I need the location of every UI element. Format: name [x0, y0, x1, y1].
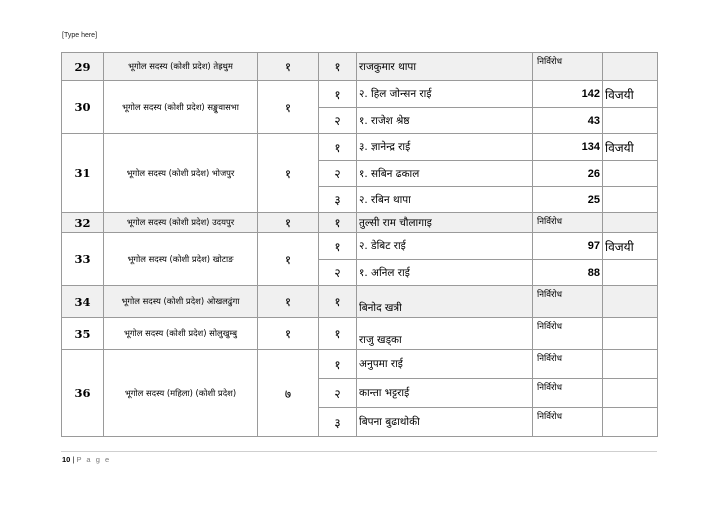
table-row — [62, 134, 658, 161]
post-name: भूगोल सदस्य (कोशी प्रदेश) उदयपुर — [104, 213, 258, 233]
row-number: 29 — [62, 53, 104, 81]
candidate-serial: १ — [319, 81, 357, 108]
candidate-name: बिपना बुढाथोकी — [357, 408, 533, 437]
vote-count: निर्विरोध — [533, 408, 603, 437]
vote-count: निर्विरोध — [533, 53, 603, 81]
winner-label: विजयी — [603, 81, 658, 108]
vote-count: 43 — [533, 108, 603, 134]
winner-label: विजयी — [603, 134, 658, 161]
result-cell — [603, 318, 658, 350]
candidate-serial: १ — [319, 53, 357, 81]
table-row — [62, 81, 658, 108]
seat-count: १ — [258, 233, 319, 286]
seat-count: १ — [258, 81, 319, 134]
candidate-name: तुल्सी राम चौलागाइ — [357, 213, 533, 233]
candidate-serial: २ — [319, 260, 357, 286]
row-number: 31 — [62, 134, 104, 213]
vote-count: 97 — [533, 233, 603, 260]
candidate-name: २. रबिन थापा — [357, 187, 533, 213]
result-cell — [603, 161, 658, 187]
vote-count: 88 — [533, 260, 603, 286]
page-number: 10 — [62, 455, 71, 464]
candidate-serial: १ — [319, 318, 357, 350]
result-cell — [603, 350, 658, 379]
result-cell — [603, 108, 658, 134]
result-cell — [603, 286, 658, 318]
candidate-serial: २ — [319, 379, 357, 408]
post-name: भूगोल सदस्य (कोशी प्रदेश) तेह्रथुम — [104, 53, 258, 81]
vote-count: निर्विरोध — [533, 286, 603, 318]
result-cell — [603, 260, 658, 286]
candidate-serial: २ — [319, 108, 357, 134]
candidate-serial: २ — [319, 161, 357, 187]
header-note: [Type here] — [62, 32, 98, 39]
seat-count: १ — [258, 318, 319, 350]
table-row — [62, 53, 658, 81]
post-name: भूगोल सदस्य (कोशी प्रदेश) भोजपुर — [104, 134, 258, 213]
result-cell — [603, 53, 658, 81]
candidate-serial: १ — [319, 286, 357, 318]
result-cell — [603, 408, 658, 437]
seat-count: १ — [258, 213, 319, 233]
candidate-name: २. डेबिट राई — [357, 233, 533, 260]
candidate-name: ३. ज्ञानेन्द्र राई — [357, 134, 533, 161]
seat-count: १ — [258, 286, 319, 318]
page-footer — [62, 455, 111, 464]
table-row — [62, 213, 658, 233]
post-name: भूगोल सदस्य (कोशी प्रदेश) सङ्खुवासभा — [104, 81, 258, 134]
row-number: 36 — [62, 350, 104, 437]
post-name: भूगोल सदस्य (महिला) (कोशी प्रदेश) — [104, 350, 258, 437]
winner-label: विजयी — [603, 233, 658, 260]
post-name: भूगोल सदस्य (कोशी प्रदेश) खोटाङ — [104, 233, 258, 286]
footer-separator: | — [72, 455, 75, 464]
row-number: 30 — [62, 81, 104, 134]
candidate-name: १. सबिन ढकाल — [357, 161, 533, 187]
candidate-name: २. हिल जोन्सन राई — [357, 81, 533, 108]
seat-count: १ — [258, 134, 319, 213]
vote-count: 26 — [533, 161, 603, 187]
candidate-serial: ३ — [319, 187, 357, 213]
candidate-name: १. अनिल राई — [357, 260, 533, 286]
row-number: 35 — [62, 318, 104, 350]
candidate-serial: १ — [319, 350, 357, 379]
page-label: P a g e — [76, 455, 111, 464]
row-number: 32 — [62, 213, 104, 233]
vote-count: निर्विरोध — [533, 350, 603, 379]
candidate-name: राजु खड्का — [357, 318, 533, 350]
vote-count: निर्विरोध — [533, 213, 603, 233]
vote-count: 25 — [533, 187, 603, 213]
vote-count: 142 — [533, 81, 603, 108]
vote-count: निर्विरोध — [533, 318, 603, 350]
candidate-name: राजकुमार थापा — [357, 53, 533, 81]
candidate-name: अनुपमा राई — [357, 350, 533, 379]
seat-count: ७ — [258, 350, 319, 437]
vote-count: 134 — [533, 134, 603, 161]
candidate-serial: ३ — [319, 408, 357, 437]
result-cell — [603, 379, 658, 408]
table-row — [62, 233, 658, 260]
table-row — [62, 350, 658, 379]
row-number: 34 — [62, 286, 104, 318]
candidate-name: बिनोद खत्री — [357, 286, 533, 318]
post-name: भूगोल सदस्य (कोशी प्रदेश) सोलुखुम्बु — [104, 318, 258, 350]
election-results-table — [61, 52, 658, 437]
result-cell — [603, 187, 658, 213]
row-number: 33 — [62, 233, 104, 286]
table-row — [62, 318, 658, 350]
table-row — [62, 286, 658, 318]
candidate-name: १. राजेश श्रेष्ठ — [357, 108, 533, 134]
candidate-serial: १ — [319, 134, 357, 161]
footer-divider — [61, 451, 657, 452]
result-cell — [603, 213, 658, 233]
candidate-serial: १ — [319, 233, 357, 260]
post-name: भूगोल सदस्य (कोशी प्रदेश) ओखलढुंगा — [104, 286, 258, 318]
seat-count: १ — [258, 53, 319, 81]
candidate-name: कान्ता भट्टराई — [357, 379, 533, 408]
vote-count: निर्विरोध — [533, 379, 603, 408]
candidate-serial: १ — [319, 213, 357, 233]
